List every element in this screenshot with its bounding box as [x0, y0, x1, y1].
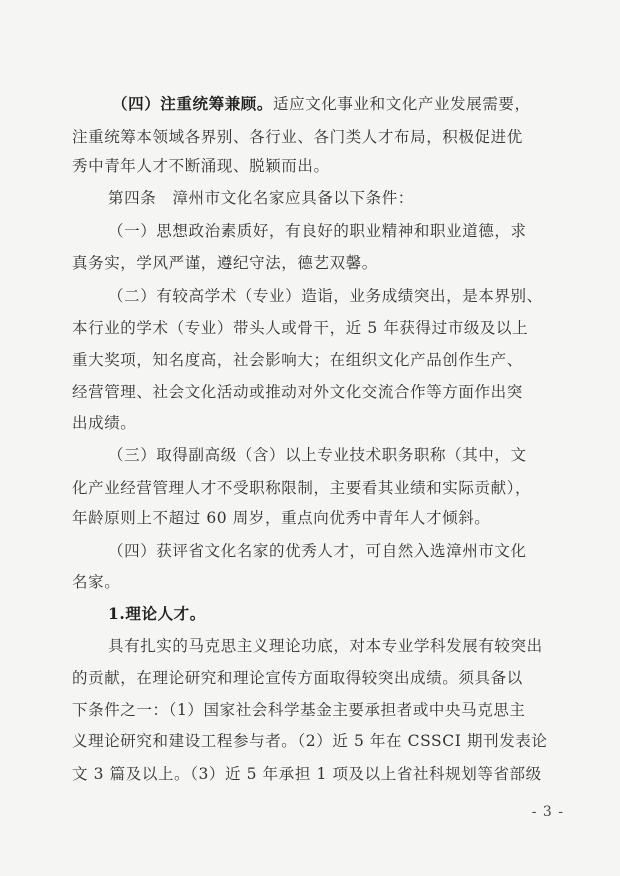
- text-line: [108, 286, 543, 306]
- text-line: [72, 253, 378, 273]
- text-run: 名家。: [72, 573, 121, 591]
- text-run: 文 3 篇及以上。（3）近 5 年承担 1 项及以上省社科规划等省部级: [72, 765, 542, 783]
- text-line: [72, 700, 526, 720]
- text-run: 出成绩。: [72, 414, 137, 432]
- text-line: [72, 668, 523, 688]
- text-line: [108, 188, 414, 208]
- text-line: [72, 127, 523, 147]
- text-run: 具有扎实的马克思主义理论功底，对本专业学科发展有较突出: [108, 637, 543, 655]
- text-run: （二）有较高学术（专业）造诣，业务成绩突出，是本界别、: [108, 287, 543, 305]
- text-run: 重大奖项，知名度高，社会影响大；在组织文化产品创作生产、: [72, 351, 523, 369]
- text-line: [112, 94, 531, 114]
- text-run: （一）思想政治素质好，有良好的职业精神和职业道德，求: [108, 222, 527, 240]
- text-line: [72, 156, 330, 176]
- text-line: [72, 572, 120, 592]
- text-run: 年龄原则上不超过 60 周岁，重点向优秀中青年人才倾斜。: [72, 509, 491, 527]
- text-run: 注重统筹本领域各界别、各行业、各门类人才布局，积极促进优: [72, 128, 523, 146]
- text-line: [108, 541, 527, 561]
- section-heading: （四）注重统筹兼顾。: [112, 94, 274, 113]
- text-line: [72, 382, 523, 402]
- text-run: 的贡献，在理论研究和理论宣传方面取得较突出成绩。须具备以: [72, 669, 523, 687]
- text-run: 义理论研究和建设工程参与者。（2）近 5 年在 CSSCI 期刊发表论: [72, 732, 548, 750]
- text-run: 秀中青年人才不断涌现、脱颖而出。: [72, 157, 330, 175]
- text-line: [72, 731, 548, 751]
- page-number: - 3 -: [531, 804, 564, 820]
- text-line: [108, 636, 543, 656]
- text-run: （三）取得副高级（含）以上专业技术职务职称（其中，文: [108, 446, 527, 464]
- text-run: 经营管理、社会文化活动或推动对外文化交流合作等方面作出突: [72, 383, 523, 401]
- text-line: [72, 413, 136, 433]
- text-run: 下条件之一：（1）国家社会科学基金主要承担者或中央马克思主: [72, 701, 526, 719]
- text-line: [72, 318, 528, 338]
- text-line: [72, 350, 523, 370]
- section-heading: 1.理论人才。: [108, 604, 206, 623]
- text-run: 化产业经营管理人才不受职称限制，主要看其业绩和实际贡献），: [72, 479, 532, 497]
- text-line: [108, 604, 206, 624]
- text-run: 适应文化事业和文化产业发展需要，: [273, 95, 531, 113]
- text-line: [108, 445, 527, 465]
- text-run: 本行业的学术（专业）带头人或骨干，近 5 年获得过市级及以上: [72, 319, 529, 337]
- text-line: [72, 508, 490, 528]
- article-heading: 第四条 漳州市文化名家应具备以下条件：: [108, 189, 414, 207]
- text-run: 真务实，学风严谨，遵纪守法，德艺双馨。: [72, 254, 378, 272]
- text-line: [72, 764, 542, 784]
- text-line: [72, 478, 531, 498]
- text-line: [108, 221, 527, 241]
- text-run: （四）获评省文化名家的优秀人才，可自然入选漳州市文化: [108, 542, 527, 560]
